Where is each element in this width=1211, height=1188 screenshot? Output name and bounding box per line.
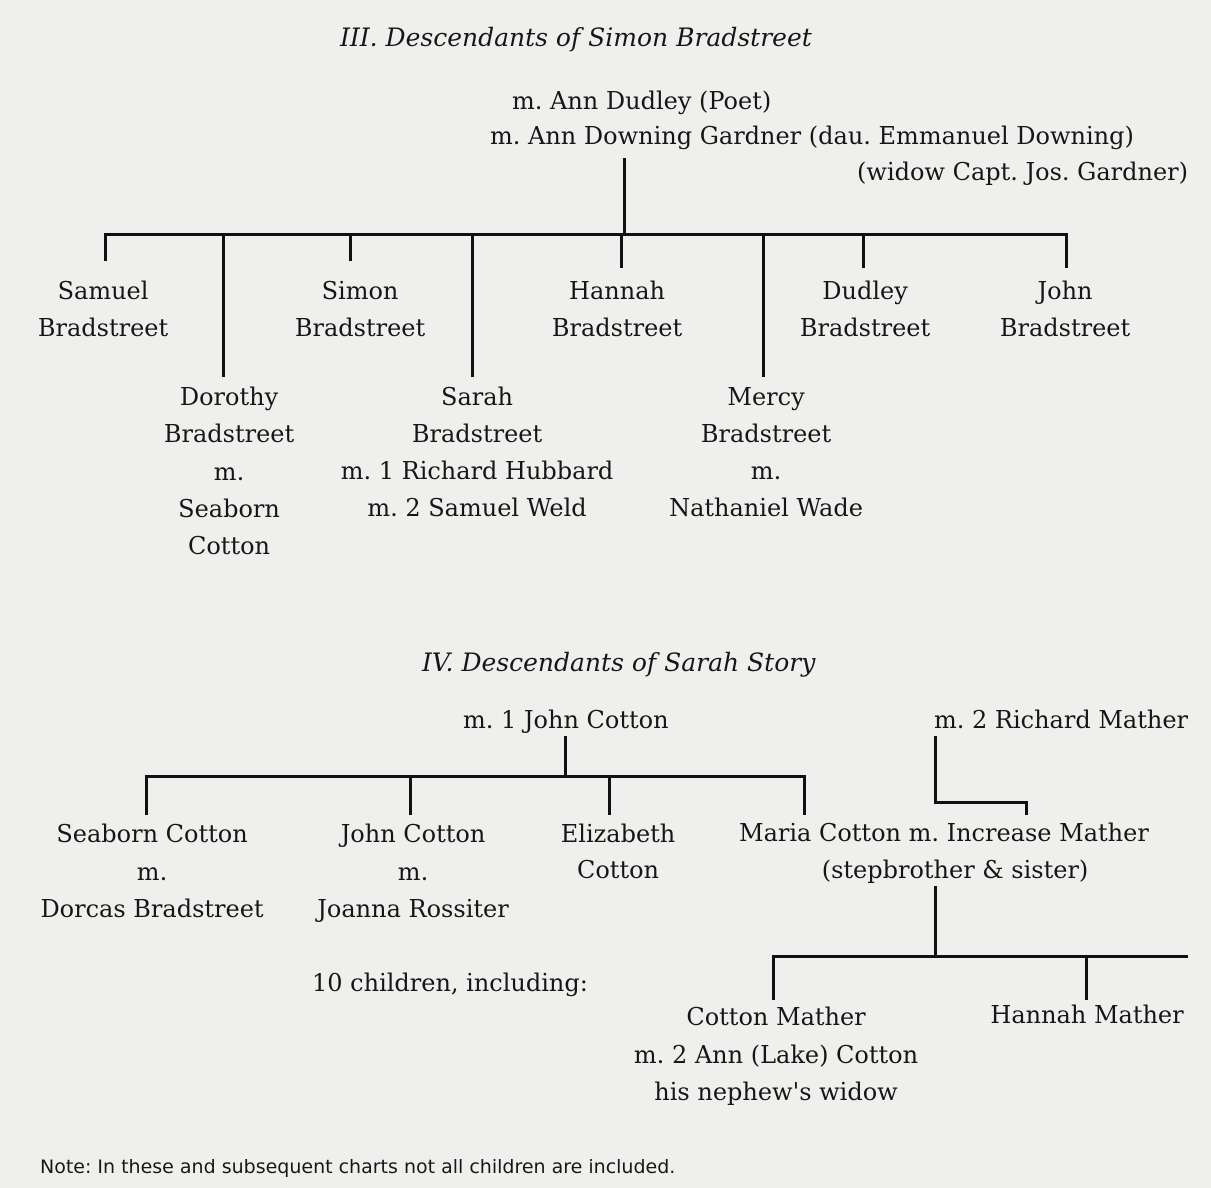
name-line: Mercy: [727, 383, 805, 411]
name-line: Bradstreet: [799, 314, 931, 342]
name-line: Sarah: [441, 383, 513, 411]
name-line: Samuel: [57, 277, 149, 305]
maria-line: [803, 775, 806, 815]
spouse-line: Seaborn: [178, 495, 280, 523]
sibling-bar: [104, 233, 1068, 236]
children-count-note: 10 children, including:: [312, 969, 588, 997]
footnote: Note: In these and subsequent charts not all children are included.: [40, 1156, 676, 1178]
marriage-line: Maria Cotton m. Increase Mather: [739, 819, 1149, 847]
simon-spouse-1: m. Ann Dudley (Poet): [512, 87, 772, 115]
hannah-line: [620, 233, 623, 268]
john-line: [1065, 233, 1068, 268]
john-cotton-line: [409, 775, 412, 815]
seaborn-line: [145, 775, 148, 815]
name-line: Dudley: [822, 277, 908, 305]
sarah-spouse-1: m. 1 John Cotton: [463, 706, 669, 734]
marriage-line: m.: [136, 858, 168, 886]
name-line: Bradstreet: [37, 314, 169, 342]
marriage-line: m.: [397, 858, 429, 886]
name-line: Bradstreet: [551, 314, 683, 342]
cotton-mather-line: [772, 955, 775, 1000]
mather-connector: [934, 801, 1028, 804]
name-line: Bradstreet: [411, 420, 543, 448]
sarah-line: [471, 233, 474, 377]
mather-drop-line: [934, 736, 937, 804]
chart-iii-title: III. Descendants of Simon Bradstreet: [340, 23, 812, 52]
elizabeth-line: [608, 775, 611, 815]
name-line: Bradstreet: [700, 420, 832, 448]
name-line: Simon: [321, 277, 399, 305]
name-line: Bradstreet: [999, 314, 1131, 342]
name-line: Elizabeth: [560, 820, 676, 848]
samuel-line: [104, 233, 107, 261]
spouse-line: Nathaniel Wade: [669, 494, 863, 522]
name-line: Hannah: [569, 277, 665, 305]
name-line: John Cotton: [340, 820, 486, 848]
parent-drop-line: [623, 158, 626, 236]
sarah-spouse-2: m. 2 Richard Mather: [934, 706, 1188, 734]
marriage-line: m.: [213, 458, 245, 486]
spouse-line: Joanna Rossiter: [317, 895, 509, 923]
spouse-line: Dorcas Bradstreet: [40, 895, 264, 923]
mather-to-increase-line: [1025, 801, 1028, 815]
marriage-line: m. 1 Richard Hubbard: [340, 457, 614, 485]
name-line: Bradstreet: [163, 420, 295, 448]
name-line: Cotton: [576, 856, 660, 884]
grandchild-hannah-mather: Hannah Mather: [990, 1001, 1184, 1029]
mather-children-bar: [772, 955, 1188, 958]
cotton-sibling-bar: [145, 775, 806, 778]
simon-line: [349, 233, 352, 261]
relation-note: (stepbrother & sister): [821, 856, 1089, 884]
name-line: Dorothy: [179, 383, 279, 411]
chart-iv-title: IV. Descendants of Sarah Story: [422, 648, 816, 677]
name-line: Bradstreet: [294, 314, 426, 342]
name-line: Seaborn Cotton: [56, 820, 248, 848]
maria-increase-drop-line: [934, 886, 937, 958]
mercy-line: [762, 233, 765, 377]
spouse-line: Cotton: [187, 532, 271, 560]
simon-spouse-2-note: (widow Capt. Jos. Gardner): [857, 158, 1188, 186]
name-line: John: [1037, 277, 1093, 305]
marriage-line: m. 2 Ann (Lake) Cotton: [633, 1041, 919, 1069]
cotton-drop-line: [564, 736, 567, 778]
simon-spouse-2: m. Ann Downing Gardner (dau. Emmanuel Downing): [490, 122, 1134, 150]
dudley-line: [862, 233, 865, 268]
marriage-line: m. 2 Samuel Weld: [367, 494, 587, 522]
spouse-note: his nephew's widow: [654, 1078, 898, 1106]
name-line: Cotton Mather: [686, 1003, 866, 1031]
marriage-line: m.: [750, 457, 782, 485]
dorothy-line: [222, 233, 225, 377]
hannah-mather-line: [1085, 955, 1088, 1000]
